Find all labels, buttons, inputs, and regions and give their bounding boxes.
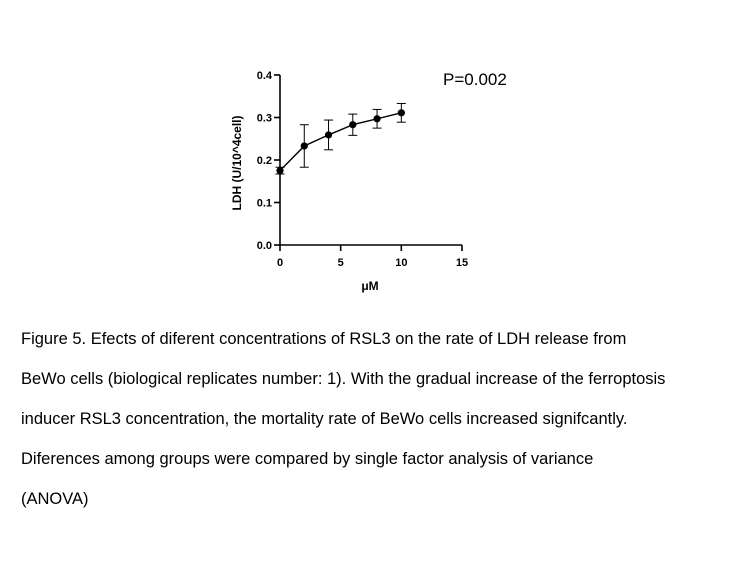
y-tick-label: 0.2 bbox=[256, 155, 272, 167]
y-axis-title: LDH (U/10^4cell) bbox=[230, 115, 244, 211]
x-tick-label: 5 bbox=[337, 257, 344, 269]
x-axis-title: μM bbox=[361, 279, 379, 293]
x-tick-label: 10 bbox=[395, 257, 408, 269]
figure-caption bbox=[21, 319, 746, 519]
y-tick-label: 0.0 bbox=[256, 240, 272, 252]
series-line bbox=[280, 113, 401, 171]
data-point bbox=[325, 131, 332, 138]
data-point bbox=[276, 167, 283, 174]
caption-line: inducer RSL3 concentration, the mortality rate of BeWo cells increased signifcantly. bbox=[21, 410, 628, 428]
chart-marks bbox=[276, 103, 406, 174]
x-tick-label: 0 bbox=[276, 257, 284, 269]
y-tick-label: 0.3 bbox=[256, 112, 272, 125]
x-tick-label: 15 bbox=[455, 257, 469, 269]
data-point bbox=[301, 142, 308, 149]
p-value-annotation: P=0.002 bbox=[443, 70, 507, 89]
data-point bbox=[398, 109, 405, 116]
data-point bbox=[349, 121, 356, 128]
caption-line: Figure 5. Efects of diferent concentrations of RSL3 on the rate of LDH release from bbox=[21, 330, 627, 348]
caption-line: BeWo cells (biological replicates number: 1). With the gradual increase of the ferroptosis bbox=[21, 370, 666, 388]
y-tick-label: 0.4 bbox=[256, 70, 272, 82]
chart-axes bbox=[257, 70, 468, 269]
data-point bbox=[373, 115, 380, 122]
y-tick-label: 0.1 bbox=[256, 197, 272, 210]
caption-line: Diferences among groups were compared by single factor analysis of variance bbox=[21, 450, 594, 468]
caption-line: (ANOVA) bbox=[21, 490, 89, 508]
